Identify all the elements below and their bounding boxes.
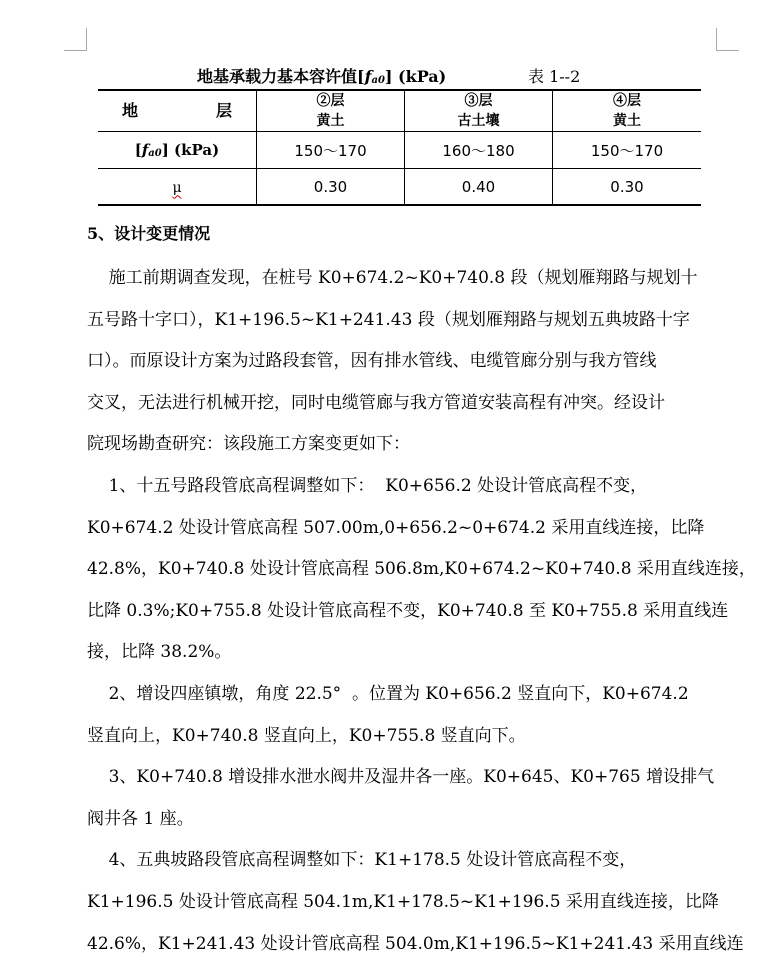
page-corner-mark-right bbox=[716, 28, 739, 51]
body-line: 竖直向上，K0+740.8 竖直向上，K0+755.8 竖直向下。 bbox=[87, 716, 715, 758]
header-col-2 bbox=[405, 90, 553, 132]
body-line: 口）。而原设计方案为过路段套管，因有排水管线、电缆管廊分别与我方管线 bbox=[87, 341, 715, 383]
fa0-label-subscript: a0 bbox=[148, 148, 161, 159]
body-line: 3、K0+740.8 增设排水泄水阀井及湿井各一座。K0+645、K0+765 增设排气 bbox=[87, 757, 715, 799]
fa0-label-symbol: f bbox=[142, 141, 148, 159]
header-col-1-line2: 黄土 bbox=[257, 111, 404, 131]
header-col-3-line2: 黄土 bbox=[553, 111, 701, 131]
section-heading: 5、设计变更情况 bbox=[87, 221, 210, 244]
header-col-1 bbox=[257, 90, 405, 132]
row-fa0-value-1: 150～170 bbox=[257, 132, 405, 169]
body-line: 施工前期调查发现，在桩号 K0+674.2~K0+740.8 段（规划雁翔路与规划十 bbox=[87, 258, 715, 300]
body-line: K1+196.5 处设计管底高程 504.1m,K1+178.5~K1+196.5 采用直线连接，比降 bbox=[87, 882, 715, 924]
row-fa0-value-3: 150～170 bbox=[553, 132, 702, 169]
fa0-label-suffix: ] (kPa) bbox=[162, 141, 220, 159]
body-line: 比降 0.3%;K0+755.8 处设计管底高程不变，K0+740.8 至 K0+755.8 采用直线连 bbox=[87, 591, 715, 633]
body-line: 4、五典坡路段管底高程调整如下：K1+178.5 处设计管底高程不变， bbox=[87, 840, 715, 882]
body-text bbox=[87, 258, 715, 965]
header-col-1-line1: ②层 bbox=[257, 91, 404, 111]
body-line: 交叉，无法进行机械开挖，同时电缆管廊与我方管道安装高程有冲突。经设计 bbox=[87, 383, 715, 425]
mu-label: μ bbox=[172, 180, 181, 196]
body-line: 1、十五号路段管底高程调整如下： K0+656.2 处设计管底高程不变， bbox=[87, 466, 715, 508]
table-caption bbox=[0, 64, 782, 86]
row-mu-value-3: 0.30 bbox=[553, 169, 702, 206]
body-line: 42.8%，K0+740.8 处设计管底高程 506.8m,K0+674.2~K0+740.8 采用直线连接， bbox=[87, 549, 715, 591]
table-header-row bbox=[98, 90, 701, 132]
body-line: 院现场勘查研究：该段施工方案变更如下： bbox=[87, 424, 715, 466]
body-line: 阀井各 1 座。 bbox=[87, 799, 715, 841]
table-title-prefix: 地基承载力基本容许值[ bbox=[197, 67, 365, 86]
page-corner-mark-left bbox=[64, 28, 87, 51]
table-row-fa0 bbox=[98, 132, 701, 169]
table-title-suffix: ] (kPa) bbox=[385, 67, 446, 86]
row-fa0-label bbox=[98, 132, 257, 169]
table-title bbox=[197, 64, 446, 87]
table-title-subscript: a0 bbox=[371, 75, 384, 86]
row-fa0-value-2: 160～180 bbox=[405, 132, 553, 169]
bearing-capacity-table bbox=[98, 89, 701, 206]
fa0-label-prefix: [ bbox=[135, 141, 142, 159]
row-mu-label bbox=[98, 169, 257, 206]
body-line: K0+674.2 处设计管底高程 507.00m,0+656.2~0+674.2 采用直线连接，比降 bbox=[87, 508, 715, 550]
table-number: 表 1--2 bbox=[528, 64, 580, 87]
header-col-3 bbox=[553, 90, 702, 132]
table-row-mu bbox=[98, 169, 701, 206]
body-line: 42.6%，K1+241.43 处设计管底高程 504.0m,K1+196.5~K1+241.43 采用直线连 bbox=[87, 924, 715, 965]
body-line: 接，比降 38.2%。 bbox=[87, 632, 715, 674]
header-col-3-line1: ④层 bbox=[553, 91, 701, 111]
row-mu-value-1: 0.30 bbox=[257, 169, 405, 206]
body-line: 2、增设四座镇墩，角度 22.5° 。位置为 K0+656.2 竖直向下，K0+674.2 bbox=[87, 674, 715, 716]
header-col-2-line1: ③层 bbox=[405, 91, 552, 111]
header-label-left: 地 bbox=[122, 101, 138, 121]
table-title-symbol: f bbox=[365, 67, 372, 86]
header-label-right: 层 bbox=[216, 101, 232, 121]
body-line: 五号路十字口），K1+196.5~K1+241.43 段（规划雁翔路与规划五典坡路十字 bbox=[87, 300, 715, 342]
header-col-2-line2: 古土壤 bbox=[405, 111, 552, 131]
row-mu-value-2: 0.40 bbox=[405, 169, 553, 206]
header-label-cell bbox=[98, 90, 257, 132]
